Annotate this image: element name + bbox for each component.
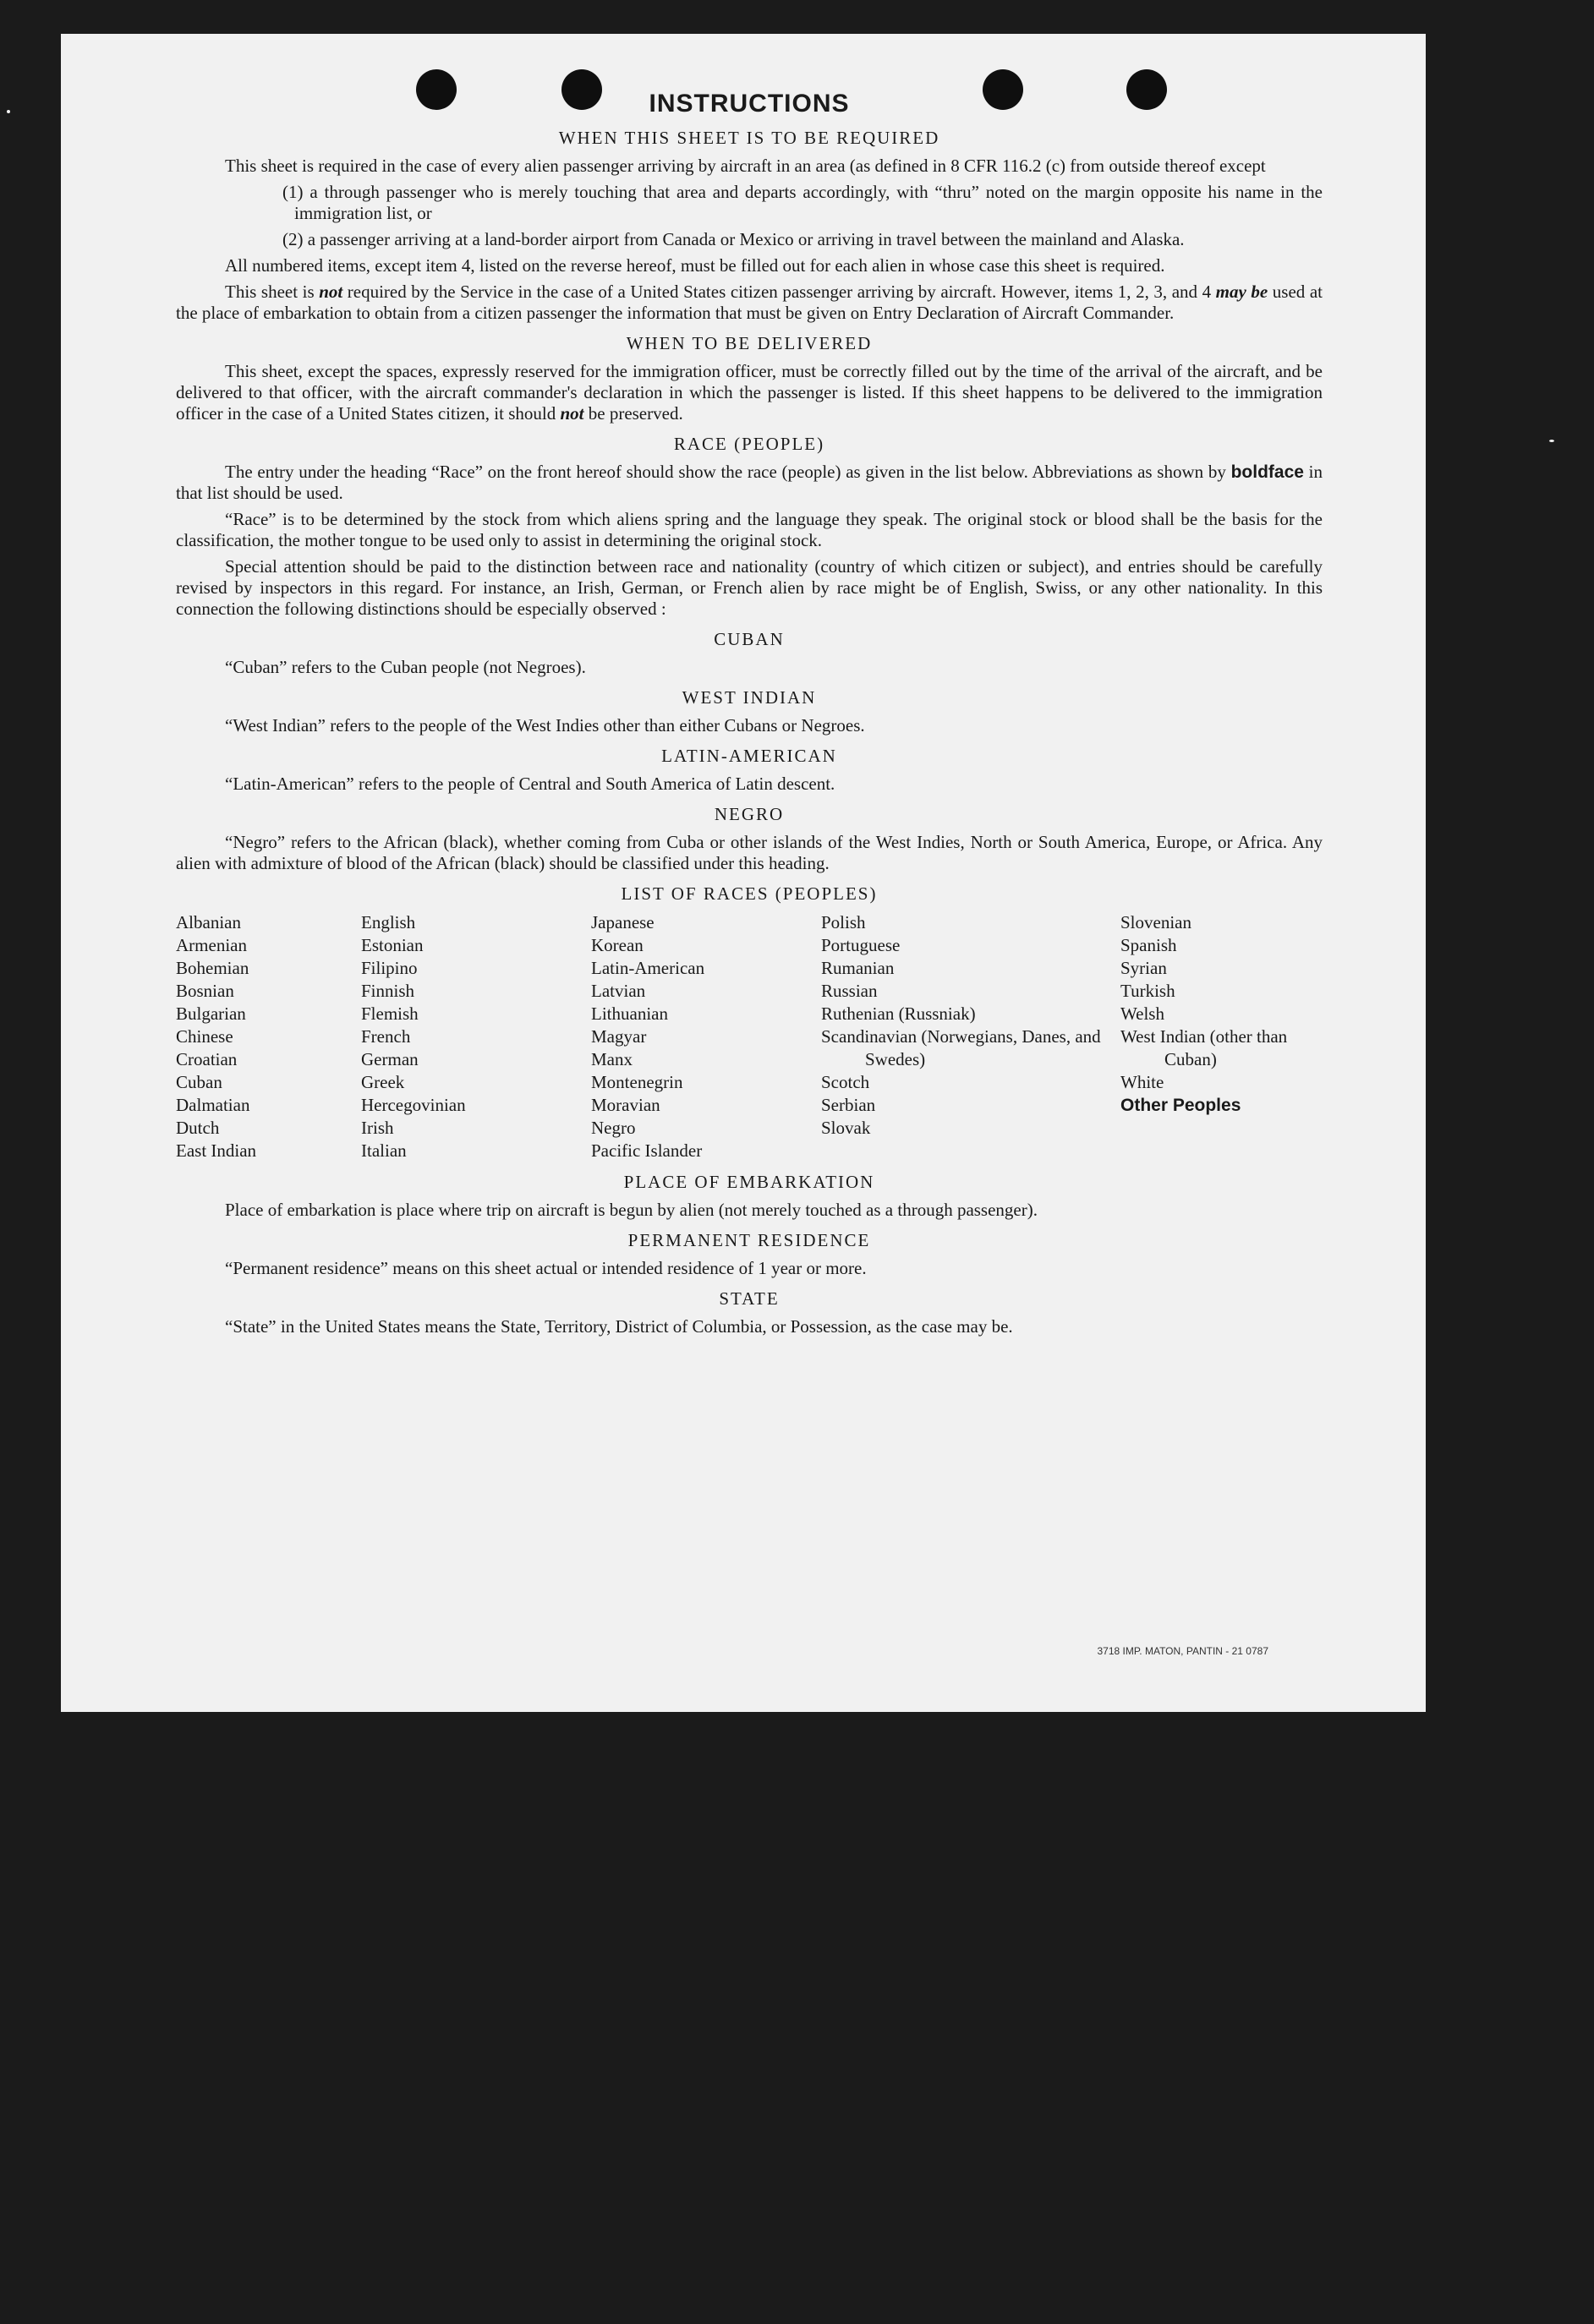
citizen-paragraph: This sheet is not required by the Service in the case of a United States citizen passenger arriving by aircraft. However, items 1, 2, 3, and 4 may be used at the place of embarkation to obtain from a citizen passenger the information that must be given on Entry Declaration of Aircraft Commander. [176,282,1323,323]
race-entry: German [361,1049,419,1069]
race-entry: Japanese [591,912,655,932]
west-indian-text: “West Indian” refers to the people of the West Indies other than either Cubans or Negroes. [225,715,865,735]
race-entry: Slovenian [1120,912,1191,932]
race-entry: Latin-American [591,958,705,978]
race-entry: Spanish [1120,935,1177,955]
race-entry: Ruthenian (Russniak) [821,1003,976,1024]
heading-list-of-races: LIST OF RACES (PEOPLES) [621,883,878,904]
race-entry: Syrian [1120,958,1167,978]
race-entry: Italian [361,1140,407,1161]
when-delivered-paragraph: This sheet, except the spaces, expressly reserved for the immigration officer, must be correctly filled out by the time of the arrival of the aircraft, and be delivered to that officer, with the aircraft commander's declaration in which the passenger is listed. If this sheet happens to be delivered to the immigration officer in the case of a United States citizen, it should not be preserved. [176,361,1323,424]
race-entry: Finnish [361,981,415,1001]
race-entry: Cuban [176,1072,222,1092]
race-entry: Filipino [361,958,418,978]
race-entry: Slovak [821,1118,871,1138]
race-entry: Bosnian [176,981,234,1001]
heading-when-delivered: WHEN TO BE DELIVERED [626,333,873,353]
race-entry: Scandinavian (Norwegians, Danes, and Swedes) [821,1026,1101,1069]
race-entry: Russian [821,981,878,1001]
race-entry: Greek [361,1072,405,1092]
heading-embarkation: PLACE OF EMBARKATION [623,1172,875,1192]
race-entry: Dutch [176,1118,220,1138]
cuban-text: “Cuban” refers to the Cuban people (not Negroes). [225,657,586,677]
film-speck [1549,440,1554,442]
race-entry: Armenian [176,935,247,955]
race-entry: Flemish [361,1003,419,1024]
heading-when-required: WHEN THIS SHEET IS TO BE REQUIRED [558,128,940,148]
heading-residence: PERMANENT RESIDENCE [627,1230,871,1250]
page-title: INSTRUCTIONS [649,90,850,118]
negro-text: “Negro” refers to the African (black), whether coming from Cuba or other islands of the West Indies, North or South America, Europe, or Africa. Any alien with admixture of blood of the African (black) should be classified under this heading. [176,832,1323,873]
embarkation-text: Place of embarkation is place where trip on aircraft is begun by alien (not merely touched as a through passenger). [225,1200,1038,1220]
punch-hole [1126,69,1167,110]
punch-hole [416,69,457,110]
numbered-items-paragraph: All numbered items, except item 4, listed on the reverse hereof, must be filled out for each alien in whose case this sheet is required. [225,255,1165,276]
race-entry: White [1120,1072,1164,1092]
exception-item-2: (2) a passenger arriving at a land-border airport from Canada or Mexico or arriving in travel between the mainland and Alaska. [282,229,1185,249]
race-paragraph-2: “Race” is to be determined by the stock from which aliens spring and the language they speak. The original stock or blood shall be the basis for the classification, the mother tongue to be used only to assist in determining the original stock. [176,509,1323,550]
races-list [176,911,1323,1162]
race-entry: Manx [591,1049,633,1069]
latin-american-text: “Latin-American” refers to the people of Central and South America of Latin descent. [225,774,835,794]
races-column [821,911,1120,1162]
race-entry: Rumanian [821,958,895,978]
race-entry: Pacific Islander [591,1140,703,1161]
race-paragraph-1: The entry under the heading “Race” on the front hereof should show the race (people) as given in the list below. Abbreviations as shown by boldface in that list should be used. [176,462,1323,503]
race-entry: Magyar [591,1026,647,1047]
film-speck [7,110,10,113]
punch-hole [561,69,602,110]
race-entry: Welsh [1120,1003,1164,1024]
heading-state: STATE [719,1288,780,1309]
race-entry: Albanian [176,912,241,932]
race-entry: Dalmatian [176,1095,250,1115]
heading-cuban: CUBAN [714,629,785,649]
heading-race: RACE (PEOPLE) [673,434,825,454]
race-entry: Estonian [361,935,424,955]
when-required-paragraph: This sheet is required in the case of every alien passenger arriving by aircraft in an area (as defined in 8 CFR 116.2 (c) from outside thereof except [225,156,1266,176]
printer-mark: 3718 IMP. MATON, PANTIN - 21 0787 [1097,1645,1268,1657]
race-entry: Latvian [591,981,646,1001]
race-entry: Portuguese [821,935,901,955]
race-entry: Korean [591,935,644,955]
race-entry: West Indian (other than Cuban) [1120,1026,1288,1069]
race-entry: Hercegovinian [361,1095,466,1115]
race-entry: Other Peoples [1120,1096,1241,1115]
race-entry: East Indian [176,1140,257,1161]
instruction-sheet [61,34,1426,1712]
race-entry: English [361,912,416,932]
races-column [176,911,361,1162]
heading-negro: NEGRO [714,804,785,824]
race-entry: Serbian [821,1095,876,1115]
race-paragraph-3: Special attention should be paid to the distinction between race and nationality (country of which citizen or subject), and entries should be carefully revised by inspectors in this regard. For instance, an Irish, German, or French alien by race might be of English, Swiss, or any other nationality. In this connection the following distinctions should be especially observed : [176,556,1323,619]
race-entry: Turkish [1120,981,1175,1001]
race-entry: Scotch [821,1072,870,1092]
residence-text: “Permanent residence” means on this sheet actual or intended residence of 1 year or more. [225,1258,867,1278]
race-entry: Bulgarian [176,1003,246,1024]
race-entry: Lithuanian [591,1003,668,1024]
race-entry: Negro [591,1118,636,1138]
races-column [1120,911,1333,1162]
race-entry: French [361,1026,411,1047]
races-column [361,911,591,1162]
races-column [591,911,821,1162]
race-entry: Montenegrin [591,1072,683,1092]
race-entry: Irish [361,1118,394,1138]
state-text: “State” in the United States means the State, Territory, District of Columbia, or Possession, as the case may be. [225,1316,1013,1337]
heading-west-indian: WEST INDIAN [682,687,817,708]
race-entry: Moravian [591,1095,660,1115]
race-entry: Chinese [176,1026,233,1047]
race-entry: Croatian [176,1049,238,1069]
race-entry: Bohemian [176,958,249,978]
heading-latin-american: LATIN-AMERICAN [661,746,837,766]
race-entry: Polish [821,912,866,932]
exception-item-1: (1) a through passenger who is merely touching that area and departs accordingly, with “thru” noted on the margin opposite his name in the immigration list, or [282,182,1323,223]
punch-hole [983,69,1023,110]
